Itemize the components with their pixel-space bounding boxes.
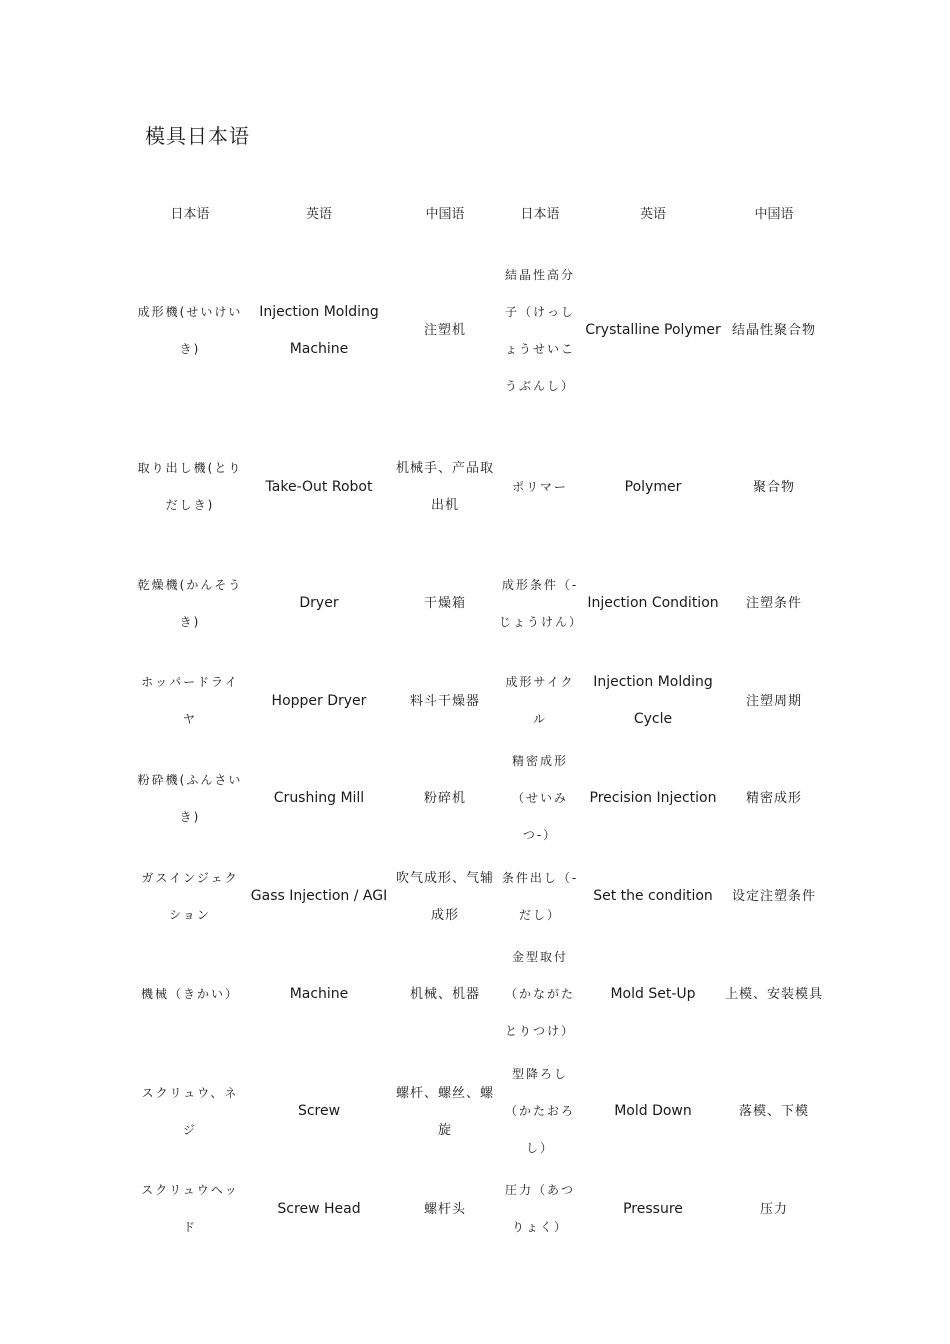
table-row (135, 232, 825, 429)
cell-chinese-2: 上模、安装模具 (725, 987, 824, 1002)
cell-chinese-2: 聚合物 (752, 479, 795, 495)
cell-japanese-1: スクリュウ、ネジ (141, 1085, 239, 1137)
cell-chinese-1: 机械手、产品取出机 (395, 461, 494, 513)
cell-english-1: Crushing Mill (273, 790, 365, 806)
cell-english-1: Screw (297, 1103, 341, 1119)
cell-chinese-2: 落模、下模 (738, 1104, 809, 1119)
table-row (135, 857, 825, 936)
cell-chinese-1: 吹气成形、气辅成形 (395, 870, 494, 923)
cell-chinese-1: 螺杆、螺丝、螺旋 (395, 1085, 494, 1138)
table-row (135, 936, 825, 1053)
cell-chinese-1: 机械、机器 (409, 987, 480, 1002)
cell-japanese-2: 圧力（あつりょく） (504, 1183, 575, 1234)
cell-english-1: Dryer (299, 595, 339, 611)
cell-chinese-1: 螺杆头 (423, 1201, 466, 1217)
header-japanese-2: 日本语 (520, 206, 560, 222)
cell-english-2: Mold Set-Up (610, 986, 696, 1002)
header-chinese-2: 中国语 (754, 206, 794, 222)
cell-english-2: Crystalline Polymer (585, 322, 721, 338)
cell-english-2: Injection Molding Cycle (593, 674, 713, 727)
cell-japanese-1: 成形機(せいけいき) (137, 304, 243, 356)
cell-english-1: Machine (289, 986, 349, 1002)
vocabulary-table (135, 192, 825, 1248)
table-row (135, 545, 825, 662)
cell-chinese-2: 注塑条件 (745, 596, 802, 611)
cell-chinese-2: 压力 (759, 1201, 788, 1217)
cell-japanese-1: 粉砕機(ふんさいき) (137, 772, 243, 824)
table-row (135, 740, 825, 857)
cell-english-2: Set the condition (593, 888, 713, 904)
vocabulary-body (135, 232, 825, 1248)
cell-chinese-2: 设定注塑条件 (731, 889, 816, 904)
cell-english-1: Take-Out Robot (265, 478, 373, 495)
cell-chinese-1: 粉碎机 (423, 791, 466, 806)
header-row (135, 192, 825, 232)
cell-chinese-1: 干燥箱 (423, 596, 466, 611)
cell-japanese-1: 取り出し機(とりだしき) (137, 461, 243, 512)
cell-japanese-2: 精密成形（せいみつ-） (511, 754, 568, 842)
table-row (135, 1170, 825, 1248)
cell-japanese-1: 乾燥機(かんそうき) (137, 577, 243, 629)
cell-english-2: Pressure (623, 1200, 683, 1217)
cell-japanese-2: ポリマー (512, 479, 568, 494)
cell-japanese-1: ホッパードライヤ (141, 675, 239, 726)
table-row (135, 662, 825, 740)
cell-english-1: Screw Head (277, 1200, 361, 1217)
cell-japanese-2: 成形サイクル (505, 675, 575, 726)
header-english-2: 英语 (639, 206, 666, 222)
cell-english-2: Mold Down (614, 1103, 692, 1119)
cell-chinese-2: 注塑周期 (745, 693, 802, 709)
cell-english-1: Injection Molding Machine (259, 303, 379, 357)
cell-japanese-2: 条件出し（-だし） (501, 870, 579, 922)
cell-japanese-1: 機械（きかい） (140, 987, 239, 1001)
cell-english-1: Gass Injection / AGI (250, 888, 388, 904)
cell-chinese-2: 精密成形 (745, 791, 802, 806)
cell-japanese-2: 結晶性高分子（けっしょうせいこうぶんし） (504, 267, 575, 393)
cell-japanese-1: ガスインジェクション (141, 870, 239, 922)
cell-japanese-2: 金型取付（かながたとりつけ） (504, 950, 575, 1038)
cell-chinese-2: 结晶性聚合物 (731, 323, 816, 338)
header-japanese-1: 日本语 (170, 206, 210, 222)
page-title: 模具日本语 (145, 124, 250, 148)
cell-japanese-2: 成形条件（-じょうけん） (499, 577, 584, 629)
cell-chinese-1: 注塑机 (423, 323, 466, 338)
cell-chinese-1: 料斗干燥器 (409, 693, 480, 709)
cell-english-1: Hopper Dryer (271, 692, 367, 709)
cell-english-2: Precision Injection (589, 790, 717, 806)
table-row (135, 1053, 825, 1170)
cell-english-2: Injection Condition (587, 595, 719, 611)
cell-english-2: Polymer (624, 478, 682, 495)
header-english-1: 英语 (305, 206, 332, 222)
cell-japanese-1: スクリュウヘッド (141, 1183, 239, 1234)
cell-japanese-2: 型降ろし（かたおろし） (504, 1067, 575, 1155)
header-chinese-1: 中国语 (425, 206, 465, 222)
table-row (135, 429, 825, 545)
